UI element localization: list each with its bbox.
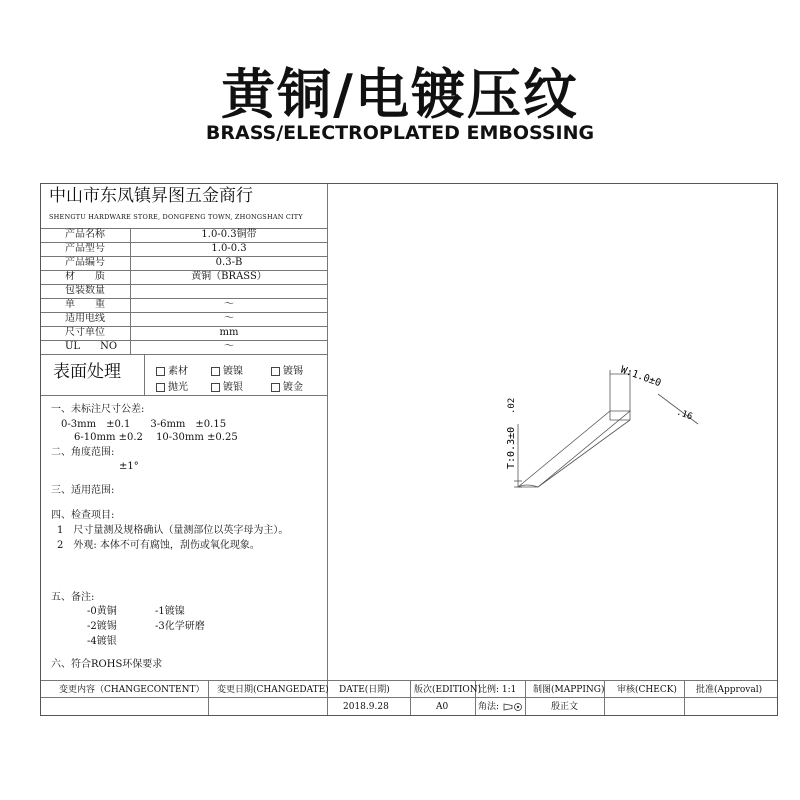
spec-value: ～: [224, 313, 234, 324]
scale-label: 比例: 1:1: [478, 685, 517, 695]
angle-method-label: 角法:: [478, 702, 500, 712]
change-date-label: 変更日期(CHANGEDATE): [217, 685, 329, 695]
spec-label: 材 质: [65, 271, 105, 282]
checkbox-icon: [271, 383, 280, 392]
angle-title: 二、角度范围:: [51, 447, 115, 458]
spec-label: 包装数量: [65, 285, 105, 296]
remark-silver: -4镀银: [87, 636, 117, 647]
spec-label: 尺寸单位: [65, 327, 105, 338]
spec-row-divider: [41, 284, 327, 285]
scope-title: 三、适用范围:: [51, 485, 115, 496]
tolerance-title: 一、未标注尺寸公差:: [51, 404, 145, 415]
mapping-name: 殷正文: [551, 702, 579, 712]
company-name-cn: 中山市东凤镇昇图五金商行: [49, 186, 253, 206]
strip-outline: [518, 411, 630, 487]
mapping-label: 制图(MAPPING): [533, 685, 605, 695]
surface-option-raw[interactable]: 素材: [156, 362, 188, 377]
check-label: 审核(CHECK): [617, 685, 677, 695]
width-label: W:1.0±0: [618, 364, 663, 390]
remark-brass: -0黄铜: [87, 606, 117, 617]
edition-label: 版次(EDITION): [414, 685, 482, 695]
spec-value: ～: [224, 341, 234, 352]
checkbox-icon: [156, 383, 165, 392]
spec-label: 产品编号: [65, 257, 105, 268]
checkbox-icon: [211, 367, 220, 376]
date-label: DATE(日期): [339, 685, 390, 695]
approval-label: 批准(Approval): [696, 685, 763, 695]
rohs-note: 六、符合ROHS环保要求: [51, 659, 163, 670]
surface-title: 表面处理: [53, 362, 121, 382]
checkbox-icon: [156, 367, 165, 376]
width-tolerance: .16: [674, 407, 694, 423]
spec-label: 产品型号: [65, 243, 105, 254]
page-subtitle: BRASS/ELECTROPLATED EMBOSSING: [205, 122, 595, 144]
spec-value: 1.0-0.3铜带: [201, 229, 257, 240]
spec-value: mm: [219, 327, 239, 338]
inspect-title: 四、检查项目:: [51, 510, 115, 521]
remark-tin: -2镀锡: [87, 621, 117, 632]
checkbox-icon: [211, 383, 220, 392]
spec-value: 0.3-B: [215, 257, 243, 268]
spec-label: 产品名称: [65, 229, 105, 240]
remark-nickel: -1镀镍: [155, 606, 185, 617]
spec-value: ～: [224, 299, 234, 310]
spec-row-divider: [41, 270, 327, 271]
spec-label: 单 重: [65, 299, 105, 310]
surface-option-polish[interactable]: 抛光: [156, 378, 188, 393]
surface-option-tin[interactable]: 镀锡: [271, 362, 303, 377]
page-title: 黄铜/电镀压纹: [221, 63, 579, 126]
surface-option-nickel[interactable]: 镀镍: [211, 362, 243, 377]
spec-value: 1.0-0.3: [211, 243, 247, 254]
edition-value: A0: [436, 702, 449, 712]
surface-option-silver[interactable]: 镀银: [211, 378, 243, 393]
spec-row-divider: [41, 312, 327, 313]
change-content-label: 变更内容（CHANGECONTENT）: [59, 685, 205, 695]
remark-chemical: -3化学研磨: [155, 621, 205, 632]
spec-row-divider: [41, 298, 327, 299]
tolerance-row-2: 6-10mm ±0.2 10-30mm ±0.25: [74, 432, 238, 443]
spec-row-divider: [41, 256, 327, 257]
drawing-sheet: [40, 183, 778, 716]
tolerance-row-1: 0-3mm ±0.1 3-6mm ±0.15: [61, 419, 227, 430]
spec-label: 适用电线: [65, 313, 105, 324]
inspect-item-2: 2 外观: 本体不可有腐蚀，刮伤或氧化现象。: [57, 540, 260, 551]
spec-row-divider: [41, 326, 327, 327]
inspect-item-1: 1 尺寸量测及规格确认（量测部位以英字母为主）。: [57, 525, 289, 536]
thickness-label: T:0.3±0: [506, 426, 517, 469]
surface-option-gold[interactable]: 镀金: [271, 378, 303, 393]
date-value: 2018.9.28: [343, 702, 389, 712]
projection-symbol-icon: [503, 702, 523, 712]
part-drawing: [328, 184, 777, 680]
angle-value: ±1°: [119, 461, 139, 472]
checkbox-icon: [271, 367, 280, 376]
spec-row-divider: [41, 340, 327, 341]
spec-row-divider: [41, 242, 327, 243]
company-name-en: SHENGTU HARDWARE STORE, DONGFENG TOWN, ZHONGSHAN CITY: [49, 213, 303, 221]
thickness-tolerance: .02: [507, 397, 517, 414]
spec-value: 黄铜（BRASS）: [191, 271, 267, 282]
remark-title: 五、备注:: [51, 592, 95, 603]
spec-label: UL NO: [65, 341, 118, 352]
